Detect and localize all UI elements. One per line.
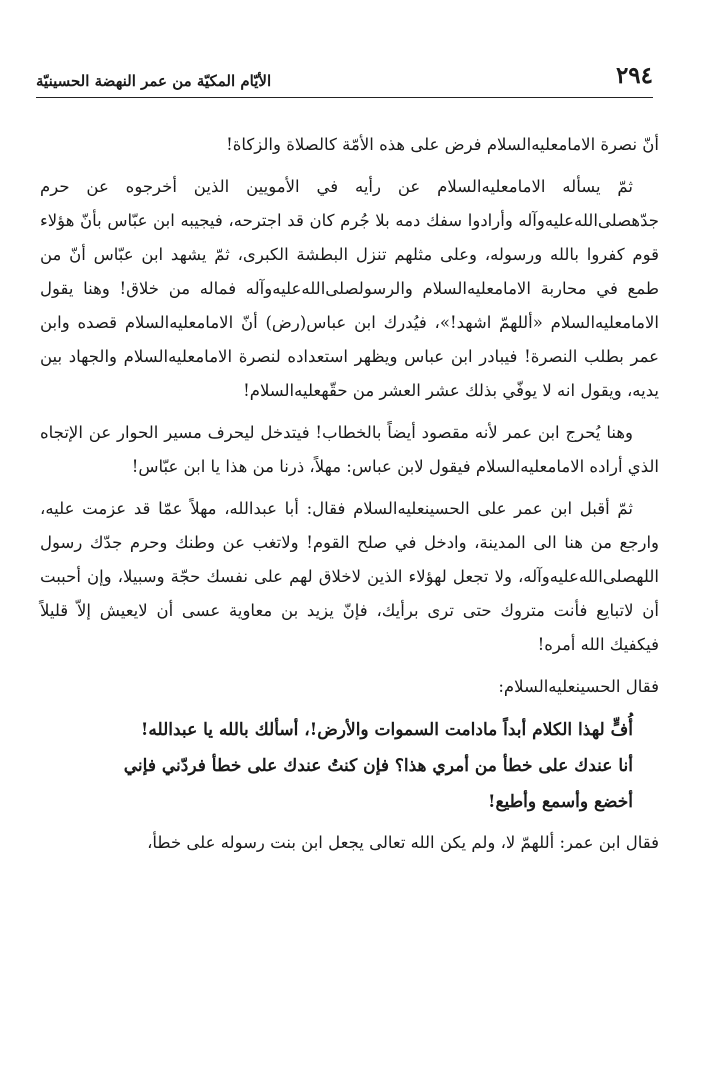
page-number: ٢٩٤ bbox=[615, 62, 653, 89]
speaker-intro: فقال الحسينعليه‌السلام: bbox=[498, 677, 659, 696]
quote-line: أُفٍّ لهذا الكلام أبداً مادامت السموات والأرض!، أسألك بالله يا عبدالله! bbox=[140, 720, 633, 740]
quote-line: أخضع وأسمع وأطيع! bbox=[487, 792, 633, 812]
page-body bbox=[40, 128, 659, 868]
paragraph: أنّ نصرة الامامعليه‌السلام فرض على هذه الأمّة كالصلاة والزكاة! bbox=[226, 135, 659, 154]
running-title: الأيّام المكيّة من عمر النهضة الحسينيّة bbox=[36, 72, 272, 90]
quote-block bbox=[40, 712, 633, 820]
header-rule bbox=[36, 97, 653, 98]
quote-line: أنا عندك على خطأ من أمري هذا؟ فإن كنتُ عندك على خطأ فردّني فإني bbox=[123, 756, 633, 776]
page-header bbox=[36, 62, 653, 94]
paragraph: ثمّ أقبل ابن عمر على الحسينعليه‌السلام فقال: أبا عبدالله، مهلاً عمّا قد عزمت عليه، وارجع من هنا الى المدينة، وادخل في صلح القوم! ولاتغب عن وطنك وحرم جدّك رسول اللهصلى‌الله‌عليه‌وآله، ولا تجعل لهؤلاء الذين لاخلاق لهم على نفسك حجّة وسبيلا، وإن أحببت أن لاتبايع فأنت متروك حتى ترى برأيك، فإنّ يزيد بن معاوية عسى أن لايعيش إلاّ قليلاً فيكفيك الله أمره! bbox=[40, 499, 659, 654]
closing-line: فقال ابن عمر: أللهمّ لا، ولم يكن الله تعالى يجعل ابن بنت رسوله على خطأ، bbox=[147, 833, 659, 852]
paragraph: وهنا يُحرج ابن عمر لأنه مقصود أيضاً بالخطاب! فيتدخل ليحرف مسير الحوار عن الإتجاه الذي أراده الامامعليه‌السلام فيقول لابن عباس: مهلاً، ذرنا من هذا يا ابن عبّاس! bbox=[40, 423, 659, 476]
paragraph: ثمّ يسأله الامامعليه‌السلام عن رأيه في الأمويين الذين أخرجوه عن حرم جدّهصلى‌الله‌عليه‌وآله وأرادوا سفك دمه بلا جُرم كان قد اجترحه، فيجيبه ابن عبّاس بأنّ هؤلاء قوم كفروا بالله ورسوله، وعلى مثلهم تنزل البطشة الكبرى، ثمّ يشهد ابن عبّاس أنّ من طمع في محاربة الامامعليه‌السلام والرسولصلى‌الله‌عليه‌وآله فماله من خلاق! وهنا يقول الامامعليه‌السلام «أللهمّ اشهد!»، فيُدرك ابن عباس(رض) أنّ الامامعليه‌السلام قصده وابن عمر بطلب النصرة! فيبادر ابن عباس ويظهر استعداده لنصرة الامامعليه‌السلام والجهاد بين يديه، ويقول انه لا يوفّي بذلك عشر العشر من حقّهعليه‌السلام! bbox=[40, 177, 659, 400]
